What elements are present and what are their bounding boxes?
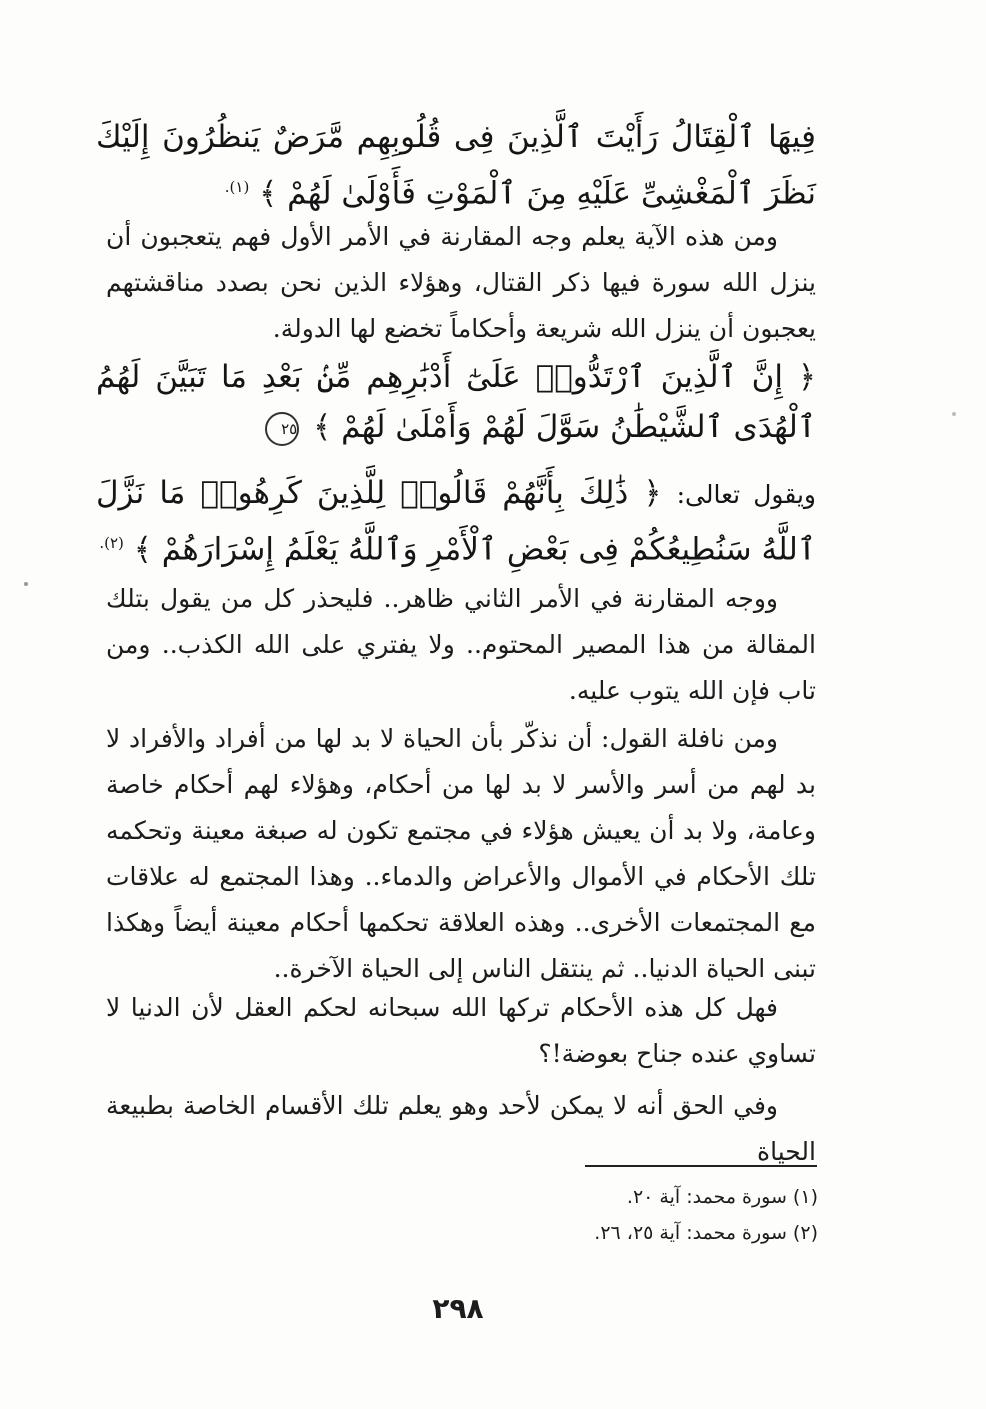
- paragraph-1: ومن هذه الآية يعلم وجه المقارنة في الأمر الأول فهم يتعجبون أن ينزل الله سورة فيها ذكر القتال، وهؤلاء الذين نحن بصدد مناقشتهم يعجبون أن ينزل الله شريعة وأحكاماً تخضع لها الدولة.: [106, 222, 816, 343]
- quran-verse-3: [96, 468, 816, 574]
- verse-2-text: ﴿ إِنَّ ٱلَّذِينَ ٱرْتَدُّوا۟ عَلَىٰٓ أَدْبَٰرِهِم مِّنۢ بَعْدِ مَا تَبَيَّنَ لَهُمُ ٱلْهُدَى ٱلشَّيْطَٰنُ سَوَّلَ لَهُمْ وَأَمْلَىٰ لَهُمْ ﴾: [96, 359, 816, 445]
- footnote-1: (١) سورة محمد: آية ٢٠.: [626, 1186, 818, 1208]
- verse-3-text: ﴿ ذَٰلِكَ بِأَنَّهُمْ قَالُوا۟ لِلَّذِينَ كَرِهُوا۟ مَا نَزَّلَ ٱللَّهُ سَنُطِيعُكُمْ فِى بَعْضِ ٱلْأَمْرِ وَٱللَّهُ يَعْلَمُ إِسْرَارَهُمْ ﴾: [96, 475, 816, 568]
- paragraph-4: فهل كل هذه الأحكام تركها الله سبحانه لحكم العقل لأن الدنيا لا تساوي عنده جناح بعوضة!؟: [106, 993, 816, 1068]
- scan-speck: [24, 582, 28, 586]
- paragraph-2: ووجه المقارنة في الأمر الثاني ظاهر.. فليحذر كل من يقول بتلك المقالة من هذا المصير المحتوم.. ولا يفتري على الله الكذب.. ومن تاب فإن الله يتوب عليه.: [106, 584, 816, 705]
- verse-3-intro: ويقول تعالى:: [676, 480, 817, 509]
- footnote-2: (٢) سورة محمد: آية ٢٥، ٢٦.: [594, 1222, 818, 1244]
- page-number: ٢٩٨: [432, 1292, 484, 1325]
- footnote-ref-2: (٢).: [99, 534, 124, 552]
- footnote-separator: [585, 1165, 817, 1167]
- paragraph-5: وفي الحق أنه لا يمكن لأحد وهو يعلم تلك الأقسام الخاصة بطبيعة الحياة: [106, 1091, 816, 1166]
- verse-1-text: فِيهَا ٱلْقِتَالُ رَأَيْتَ ٱلَّذِينَ فِى قُلُوبِهِم مَّرَضٌ يَنظُرُونَ إِلَيْكَ نَظَرَ ٱلْمَغْشِىِّ عَلَيْهِ مِنَ ٱلْمَوْتِ فَأَوْلَىٰ لَهُمْ ﴾: [96, 119, 816, 212]
- ayah-number-medallion: ٢٥: [265, 412, 299, 446]
- quran-verse-1: [96, 112, 816, 218]
- scan-speck: [952, 412, 956, 416]
- paragraph-3: ومن نافلة القول: أن نذكّر بأن الحياة لا بد لها من أفراد والأفراد لا بد لهم من أسر والأسر لا بد لها من أحكام، وهؤلاء لهم أحكام خاصة وعامة، ولا بد أن يعيش هؤلاء في مجتمع تكون له صبغة معينة وتحكمه تلك الأحكام في الأموال والأعراض والدماء.. وهذا المجتمع له علاقات مع المجتمعات الأخرى.. وهذه العلاقة تحكمها أحكام معينة أيضاً وهكذا تبنى الحياة الدنيا.. ثم ينتقل الناس إلى الحياة الآخرة..: [106, 724, 816, 983]
- footnote-ref-1: (١).: [224, 178, 250, 196]
- quran-verse-2: [96, 352, 816, 452]
